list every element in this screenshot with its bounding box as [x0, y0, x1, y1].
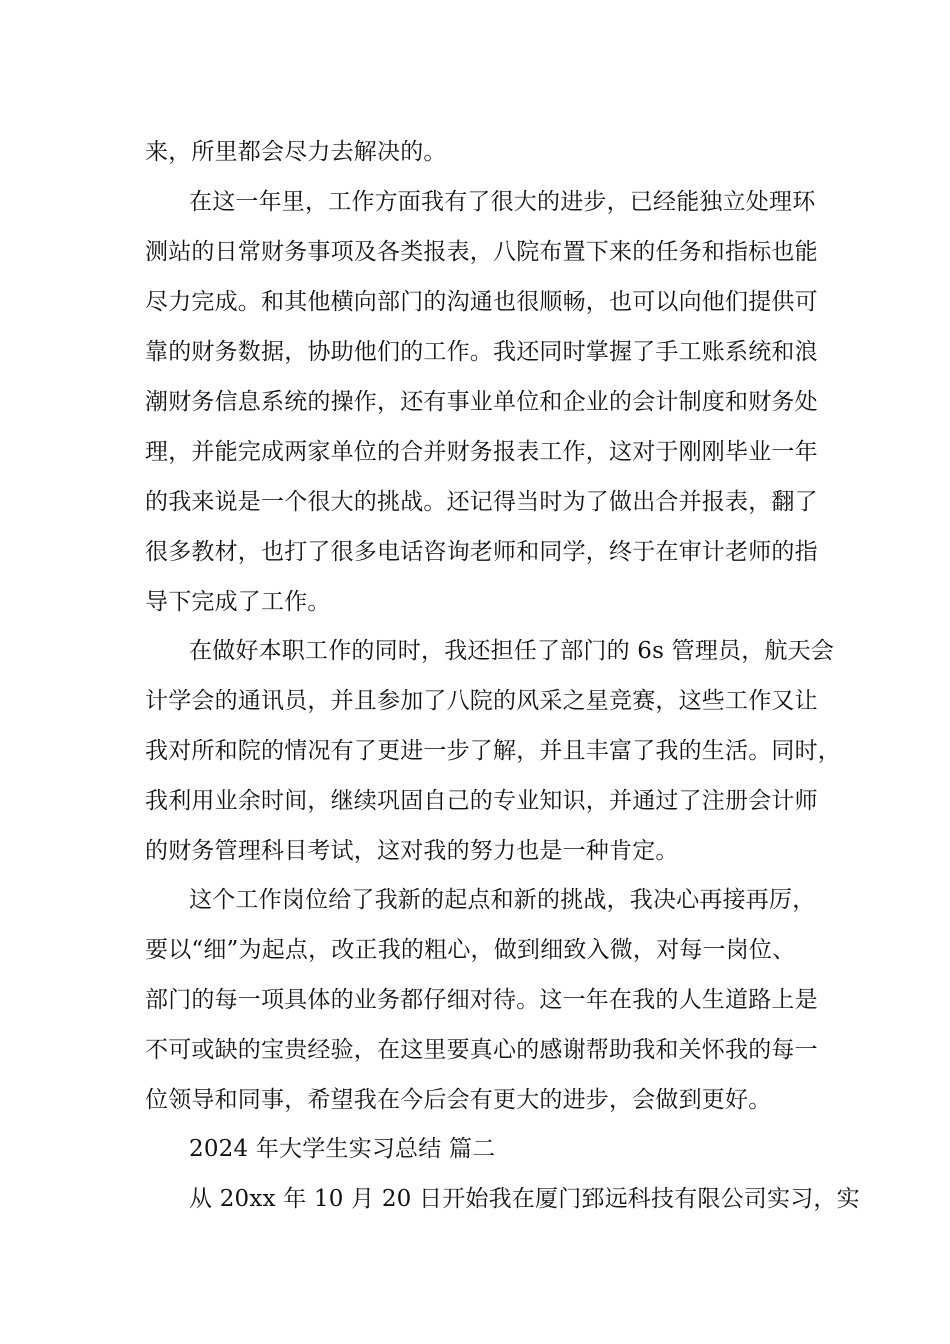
paragraph-line: 位领导和同事，希望我在今后会有更大的进步，会做到更好。	[145, 1087, 772, 1113]
paragraph-line: 部门的每一项具体的业务都仔细对待。这一年在我的人生道路上是	[145, 987, 818, 1013]
paragraph-line: 要以“细”为起点，改正我的粗心，做到细致入微，对每一岗位、	[145, 937, 796, 963]
section-heading: 2024 年大学生实习总结 篇二	[189, 1136, 496, 1162]
paragraph-line: 在这一年里，工作方面我有了很大的进步，已经能独立处理环	[189, 189, 816, 215]
paragraph-line: 的我来说是一个很大的挑战。还记得当时为了做出合并报表，翻了	[145, 489, 818, 515]
paragraph-line: 在做好本职工作的同时，我还担任了部门的 6s 管理员，航天会	[189, 638, 835, 664]
paragraph-line: 测站的日常财务事项及各类报表，八院布置下来的任务和指标也能	[145, 239, 818, 265]
paragraph-line: 理，并能完成两家单位的合并财务报表工作，这对于刚刚毕业一年	[145, 439, 818, 465]
paragraph-line: 潮财务信息系统的操作，还有事业单位和企业的会计制度和财务处	[145, 389, 818, 415]
paragraph-line: 我对所和院的情况有了更进一步了解，并且丰富了我的生活。同时，	[145, 738, 841, 764]
paragraph-line: 的财务管理科目考试，这对我的努力也是一种肯定。	[145, 838, 679, 864]
paragraph-line: 计学会的通讯员，并且参加了八院的风采之星竞赛，这些工作又让	[145, 688, 818, 714]
paragraph-line: 来，所里都会尽力去解决的。	[145, 139, 447, 165]
paragraph-line: 靠的财务数据，协助他们的工作。我还同时掌握了手工账系统和浪	[145, 339, 818, 365]
paragraph-line: 导下完成了工作。	[145, 589, 331, 615]
paragraph-line: 这个工作岗位给了我新的起点和新的挑战，我决心再接再厉，	[189, 887, 816, 913]
paragraph-line: 我利用业余时间，继续巩固自己的专业知识，并通过了注册会计师	[145, 788, 818, 814]
paragraph-line: 很多教材，也打了很多电话咨询老师和同学，终于在审计老师的指	[145, 539, 818, 565]
paragraph-line: 不可或缺的宝贵经验，在这里要真心的感谢帮助我和关怀我的每一	[145, 1037, 818, 1063]
paragraph-line: 从 20xx 年 10 月 20 日开始我在厦门郅远科技有限公司实习，实	[189, 1186, 860, 1212]
paragraph-line: 尽力完成。和其他横向部门的沟通也很顺畅，也可以向他们提供可	[145, 289, 818, 315]
